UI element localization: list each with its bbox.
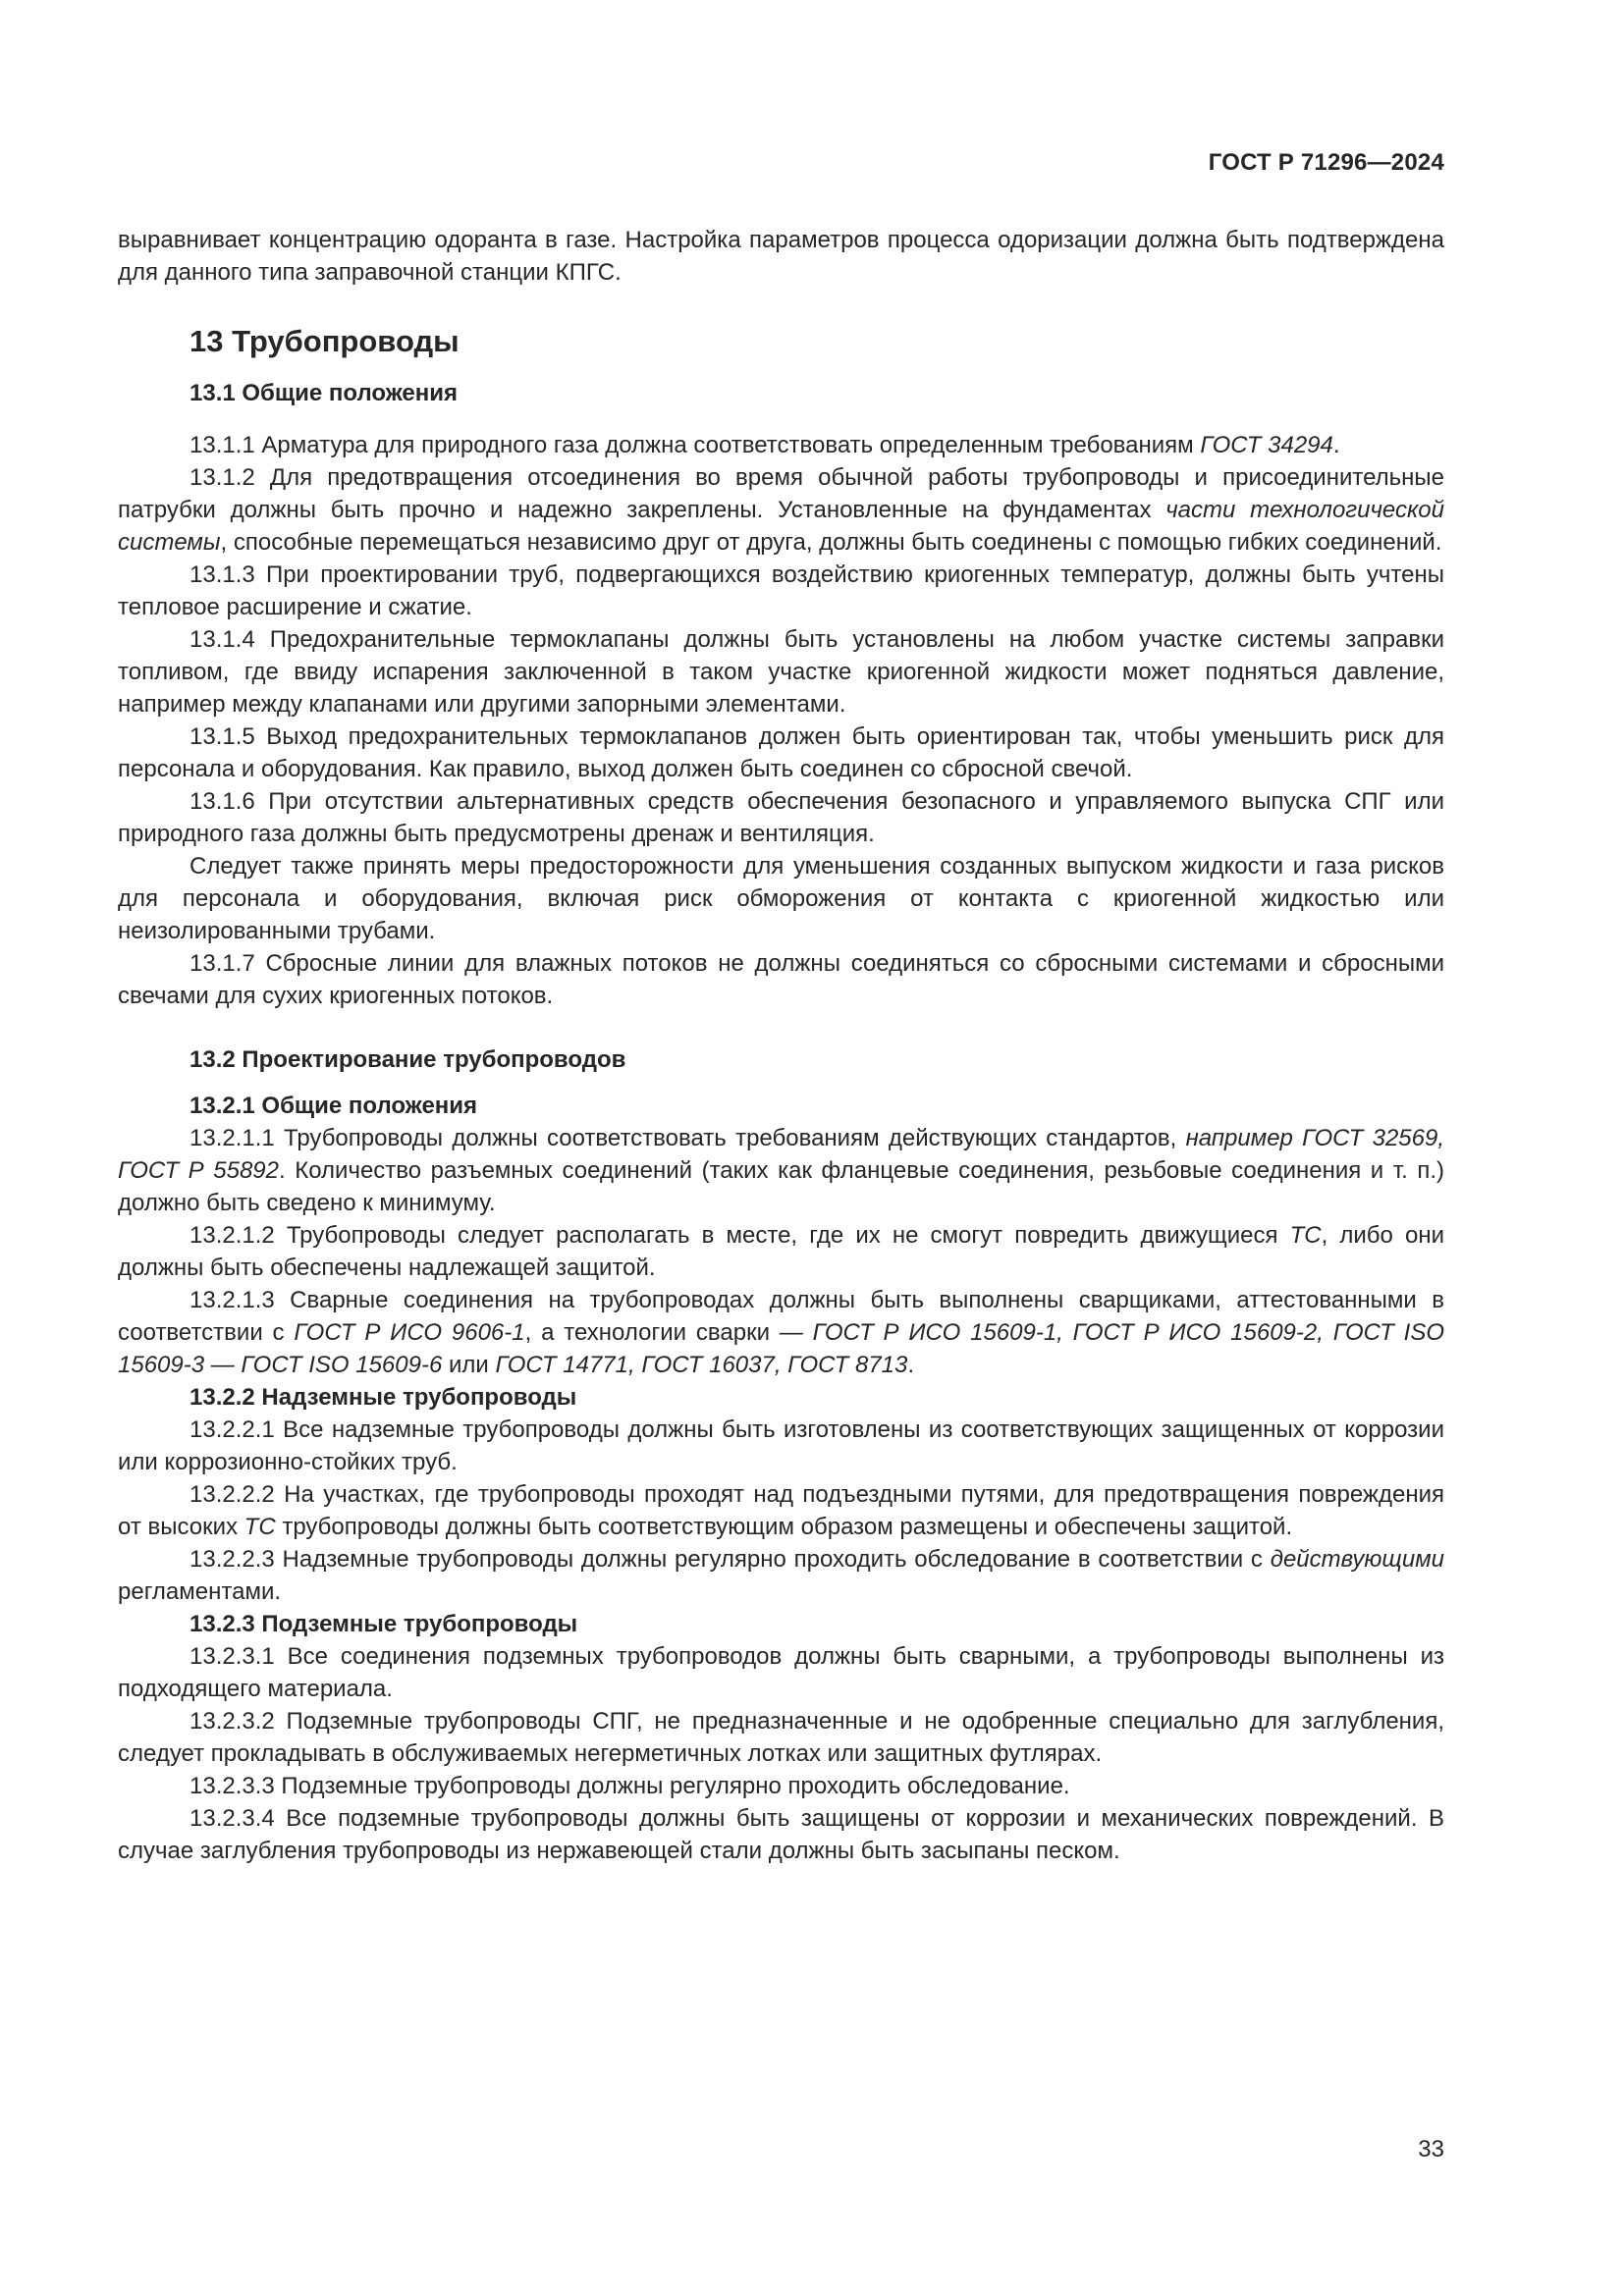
section-13-2-title: 13.2 Проектирование трубопроводов [189,1046,626,1073]
paragraph-13-1-3: 13.1.3 При проектировании труб, подвергающихся воздействию криогенных температур, должны быть учтены тепловое расширение и сжатие. [118,561,1444,620]
term-tech-system-parts: части технологической системы [118,497,1444,556]
intro-paragraph: выравнивает концентрацию одоранта в газе. Настройка параметров процесса одоризации должна быть подтверждена для данного типа заправочной станции КПГС. [118,227,1444,286]
paragraph-13-2-3-1: 13.2.3.1 Все соединения подземных трубопроводов должны быть сварными, а трубопроводы выполнены из подходящего материала. [118,1643,1444,1702]
page-content [118,224,1444,1867]
paragraph-13-1-4: 13.1.4 Предохранительные термоклапаны должны быть установлены на любом участке системы заправки топливом, где ввиду испарения заключенной в таком участке криогенной жидкости может подняться давление, например между клапанами или другими запорными элементами. [118,626,1444,718]
paragraph-13-2-1-1: 13.2.1.1 Трубопроводы должны соответствовать требованиям действующих стандартов, например ГОСТ 32569, ГОСТ Р 55892. Количество разъемных соединений (таких как фланцевые соединения, резьбовые соединения и т. п.) должно быть сведено к минимуму. [118,1125,1445,1216]
ref-gost-32569-55892: например ГОСТ 32569, ГОСТ Р 55892 [118,1125,1445,1184]
paragraph-13-1-1: 13.1.1 Арматура для природного газа должна соответствовать определенным требованиям ГОСТ 34294. [189,432,1340,458]
section-13-title: 13 Трубопроводы [189,324,460,358]
paragraph-13-1-6-continued: Следует также принять меры предосторожности для уменьшения созданных выпуском жидкости и газа рисков для персонала и оборудования, включая риск обморожения от контакта с криогенной жидкостью или неизолированными трубами. [118,853,1444,944]
paragraph-13-2-2-1: 13.2.2.1 Все надземные трубопроводы должны быть изготовлены из соответствующих защищенных от коррозии или коррозионно-стойких труб. [118,1416,1444,1475]
ref-gost-34294: ГОСТ 34294 [1200,432,1333,458]
section-13-2-1-title: 13.2.1 Общие положения [189,1093,478,1119]
ref-gost-welding: ГОСТ 14771, ГОСТ 16037, ГОСТ 8713 [495,1352,908,1378]
term-ts: ТС [244,1514,276,1540]
term-ts: ТС [1289,1222,1322,1249]
paragraph-13-2-2-2: 13.2.2.2 На участках, где трубопроводы проходят над подъездными путями, для предотвращения повреждения от высоких ТС трубопроводы должны быть соответствующим образом размещены и обеспечены защитой. [118,1481,1444,1540]
section-13-1-title: 13.1 Общие положения [189,380,459,406]
ref-gost-iso-9606-1: ГОСТ Р ИСО 9606-1 [294,1319,525,1346]
paragraph-13-2-3-3: 13.2.3.3 Подземные трубопроводы должны регулярно проходить обследование. [189,1773,1070,1799]
ref-gost-iso-15609: ГОСТ Р ИСО 15609-1, ГОСТ Р ИСО 15609-2, ГОСТ ISO 15609-3 — ГОСТ ISO 15609-6 [118,1319,1444,1378]
document-id-header: ГОСТ Р 71296—2024 [1208,149,1444,176]
page-number: 33 [1418,2136,1444,2163]
paragraph-13-2-2-3: 13.2.2.3 Надземные трубопроводы должны регулярно проходить обследование в соответствии с действующими регламентами. [118,1546,1444,1605]
paragraph-13-1-2: 13.1.2 Для предотвращения отсоединения во время обычной работы трубопроводы и присоединительные патрубки должны быть прочно и надежно закреплены. Установленные на фундаментах части технологической системы, способные перемещаться независимо друг от друга, должны быть соединены с помощью гибких соединений. [118,464,1444,556]
paragraph-13-2-1-2: 13.2.1.2 Трубопроводы следует располагать в месте, где их не смогут повредить движущиеся ТС, либо они должны быть обеспечены надлежащей защитой. [118,1222,1444,1281]
paragraph-13-1-6: 13.1.6 При отсутствии альтернативных средств обеспечения безопасного и управляемого выпуска СПГ или природного газа должны быть предусмотрены дренаж и вентиляция. [118,788,1444,847]
paragraph-13-2-3-2: 13.2.3.2 Подземные трубопроводы СПГ, не предназначенные и не одобренные специально для заглубления, следует прокладывать в обслуживаемых негерметичных лотках или защитных футлярах. [118,1708,1444,1767]
paragraph-13-2-1-3: 13.2.1.3 Сварные соединения на трубопроводах должны быть выполнены сварщиками, аттестованными в соответствии с ГОСТ Р ИСО 9606-1, а технологии сварки — ГОСТ Р ИСО 15609-1, ГОСТ Р ИСО 15609-2, ГОСТ ISO 15609-3 — ГОСТ ISO 15609-6 или ГОСТ 14771, ГОСТ 16037, ГОСТ 8713. [118,1287,1444,1378]
section-13-2-3-title: 13.2.3 Подземные трубопроводы [189,1611,578,1637]
paragraph-13-1-7: 13.1.7 Сбросные линии для влажных потоков не должны соединяться со сбросными системами и сбросными свечами для сухих криогенных потоков. [118,950,1444,1009]
paragraph-13-2-3-4: 13.2.3.4 Все подземные трубопроводы должны быть защищены от коррозии и механических повреждений. В случае заглубления трубопроводы из нержавеющей стали должны быть засыпаны песком. [118,1805,1444,1864]
term-current: действующими [1270,1546,1444,1573]
paragraph-13-1-5: 13.1.5 Выход предохранительных термоклапанов должен быть ориентирован так, чтобы уменьшить риск для персонала и оборудования. Как правило, выход должен быть соединен со сбросной свечой. [118,723,1444,782]
section-13-2-2-title: 13.2.2 Надземные трубопроводы [189,1384,577,1411]
